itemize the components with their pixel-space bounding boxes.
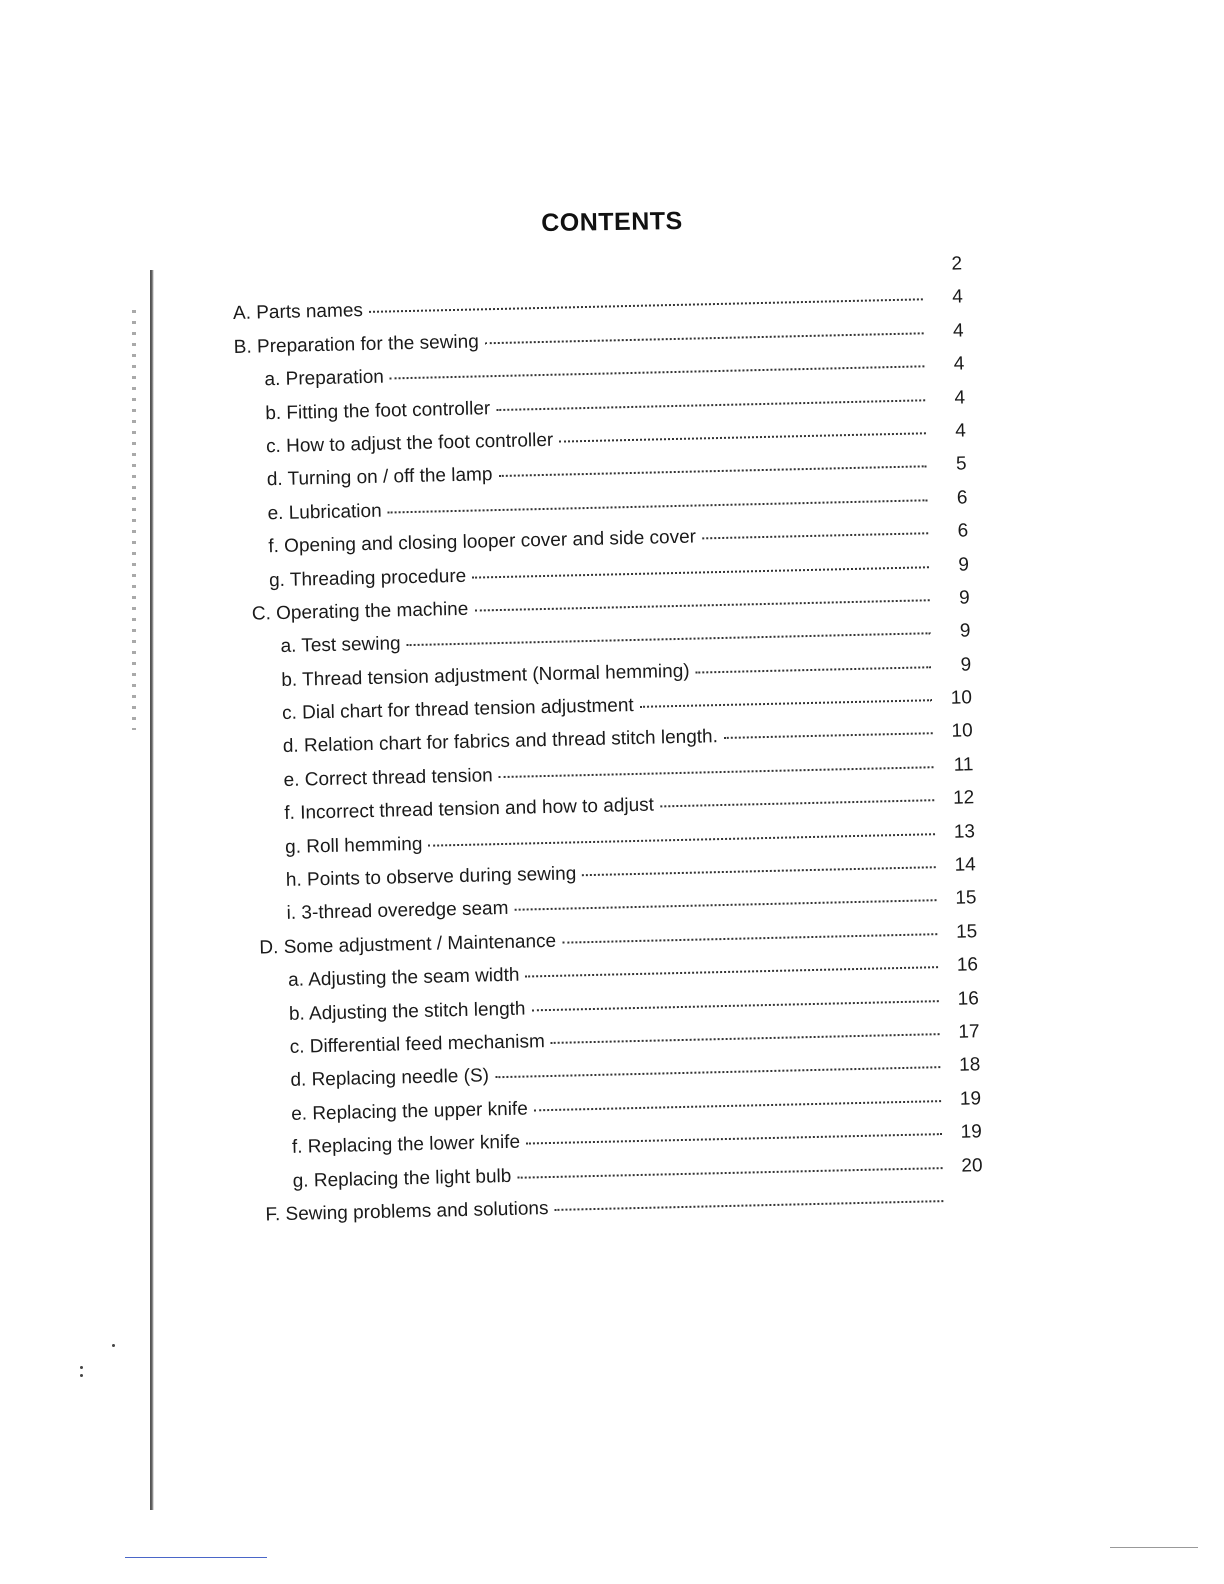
toc-page-number: 18 bbox=[958, 1054, 981, 1077]
toc-entry-label: d. Relation chart for fabrics and thread stitch length. bbox=[282, 726, 719, 758]
toc-page-number bbox=[950, 1210, 984, 1211]
toc-page-number: 19 bbox=[959, 1087, 982, 1110]
toc-entry-label: F. Sewing problems and solutions bbox=[265, 1198, 549, 1226]
dot-leader bbox=[559, 432, 926, 442]
toc-entry-label: C. Operating the machine bbox=[251, 598, 469, 625]
scan-artifact-line bbox=[125, 1557, 267, 1558]
toc-entry-label: d. Turning on / off the lamp bbox=[266, 464, 493, 491]
toc-page-number: 15 bbox=[955, 921, 978, 943]
toc-entry-label: b. Thread tension adjustment (Normal hemming) bbox=[281, 660, 690, 691]
toc-entry-label: f. Incorrect thread tension and how to adjust bbox=[284, 794, 655, 825]
dot-leader bbox=[551, 1033, 940, 1044]
toc-page-number: 6 bbox=[956, 487, 968, 509]
toc-page-number: 4 bbox=[952, 286, 964, 309]
toc-entry-label: g. Threading procedure bbox=[268, 565, 467, 591]
toc-page-number: 9 bbox=[958, 553, 970, 576]
toc-page-number: 20 bbox=[961, 1154, 983, 1177]
toc-page-number: 11 bbox=[953, 754, 974, 776]
scan-speck bbox=[80, 1366, 83, 1369]
dot-leader bbox=[514, 900, 936, 912]
dot-leader bbox=[696, 666, 932, 673]
toc-page-number: 9 bbox=[960, 654, 972, 676]
table-of-contents bbox=[232, 251, 984, 1226]
toc-page-number: 10 bbox=[950, 687, 973, 709]
dot-leader bbox=[498, 466, 926, 478]
dot-leader bbox=[472, 566, 929, 578]
toc-entry-label: b. Fitting the foot controller bbox=[265, 397, 491, 424]
toc-page-number: 4 bbox=[954, 386, 966, 409]
scan-artifact-line bbox=[1110, 1547, 1198, 1548]
dot-leader bbox=[474, 599, 929, 611]
dot-leader bbox=[428, 833, 935, 846]
dot-leader bbox=[724, 733, 933, 740]
toc-entry-label: a. Preparation bbox=[264, 366, 385, 391]
toc-entry-label: i. 3-thread overedge seam bbox=[286, 898, 509, 925]
page-title: CONTENTS bbox=[541, 207, 683, 237]
toc-entry-label: e. Lubrication bbox=[267, 500, 382, 524]
toc-entry-label: e. Replacing the upper knife bbox=[290, 1098, 528, 1125]
toc-page-number: 4 bbox=[952, 320, 964, 342]
dot-leader bbox=[485, 332, 924, 344]
toc-entry-list bbox=[233, 275, 984, 1226]
dot-leader bbox=[582, 866, 936, 876]
toc-page-number: 9 bbox=[958, 587, 970, 609]
toc-page-number: 14 bbox=[954, 854, 976, 876]
dot-leader bbox=[517, 1167, 942, 1179]
toc-entry-label: A. Parts names bbox=[232, 300, 364, 325]
toc-entry-label: c. How to adjust the foot controller bbox=[265, 429, 554, 458]
dot-leader bbox=[702, 532, 928, 539]
dot-leader bbox=[640, 699, 932, 708]
toc-entry-label: a. Test sewing bbox=[280, 633, 401, 658]
toc-entry-label: g. Roll hemming bbox=[284, 833, 423, 858]
dot-leader bbox=[554, 1200, 943, 1211]
toc-entry-label: B. Preparation for the sewing bbox=[233, 331, 480, 358]
toc-page-number: 4 bbox=[953, 353, 965, 375]
dot-leader bbox=[562, 933, 937, 944]
toc-page-number: 15 bbox=[955, 887, 977, 910]
toc-entry-label: f. Replacing the lower knife bbox=[291, 1131, 521, 1159]
toc-entry-label: a. Adjusting the seam width bbox=[287, 964, 520, 992]
dot-leader bbox=[534, 1100, 941, 1111]
toc-entry-label: c. Differential feed mechanism bbox=[289, 1031, 546, 1058]
dot-leader bbox=[495, 1067, 940, 1079]
toc-entry-label: f. Opening and closing looper cover and side cover bbox=[268, 526, 697, 558]
toc-entry-label: d. Replacing needle (S) bbox=[290, 1065, 490, 1092]
toc-entry-label: c. Dial chart for thread tension adjustment bbox=[281, 695, 634, 725]
toc-entry-label: D. Some adjustment / Maintenance bbox=[259, 930, 557, 959]
toc-page-number: 16 bbox=[957, 987, 979, 1010]
toc-entry-label: b. Adjusting the stitch length bbox=[288, 998, 526, 1025]
toc-entry-label: e. Correct thread tension bbox=[283, 765, 493, 791]
dot-leader bbox=[660, 799, 934, 807]
toc-page-number: 13 bbox=[953, 820, 976, 843]
dot-leader bbox=[499, 766, 934, 778]
toc-page-number: 17 bbox=[958, 1021, 980, 1043]
toc-entry-label: h. Points to observe during sewing bbox=[285, 863, 577, 891]
dot-leader bbox=[496, 399, 925, 411]
toc-page-number: 10 bbox=[951, 720, 973, 743]
dot-leader bbox=[531, 1000, 938, 1011]
toc-page-number: 19 bbox=[960, 1121, 983, 1143]
toc-page-number: 4 bbox=[955, 420, 967, 442]
toc-page-number: 12 bbox=[952, 787, 975, 810]
toc-entry-label: g. Replacing the light bulb bbox=[292, 1165, 512, 1192]
scan-speck bbox=[112, 1344, 115, 1347]
toc-page-number: 16 bbox=[956, 954, 979, 976]
dot-leader bbox=[526, 1133, 942, 1144]
scan-speck bbox=[80, 1374, 83, 1377]
toc-page-number: 5 bbox=[955, 453, 967, 475]
toc-page-number: 2 bbox=[951, 253, 963, 275]
scan-binding-edge bbox=[118, 270, 178, 1510]
dot-leader bbox=[525, 966, 938, 977]
toc-page-number: 9 bbox=[959, 620, 971, 642]
toc-page-number: 6 bbox=[957, 520, 969, 542]
